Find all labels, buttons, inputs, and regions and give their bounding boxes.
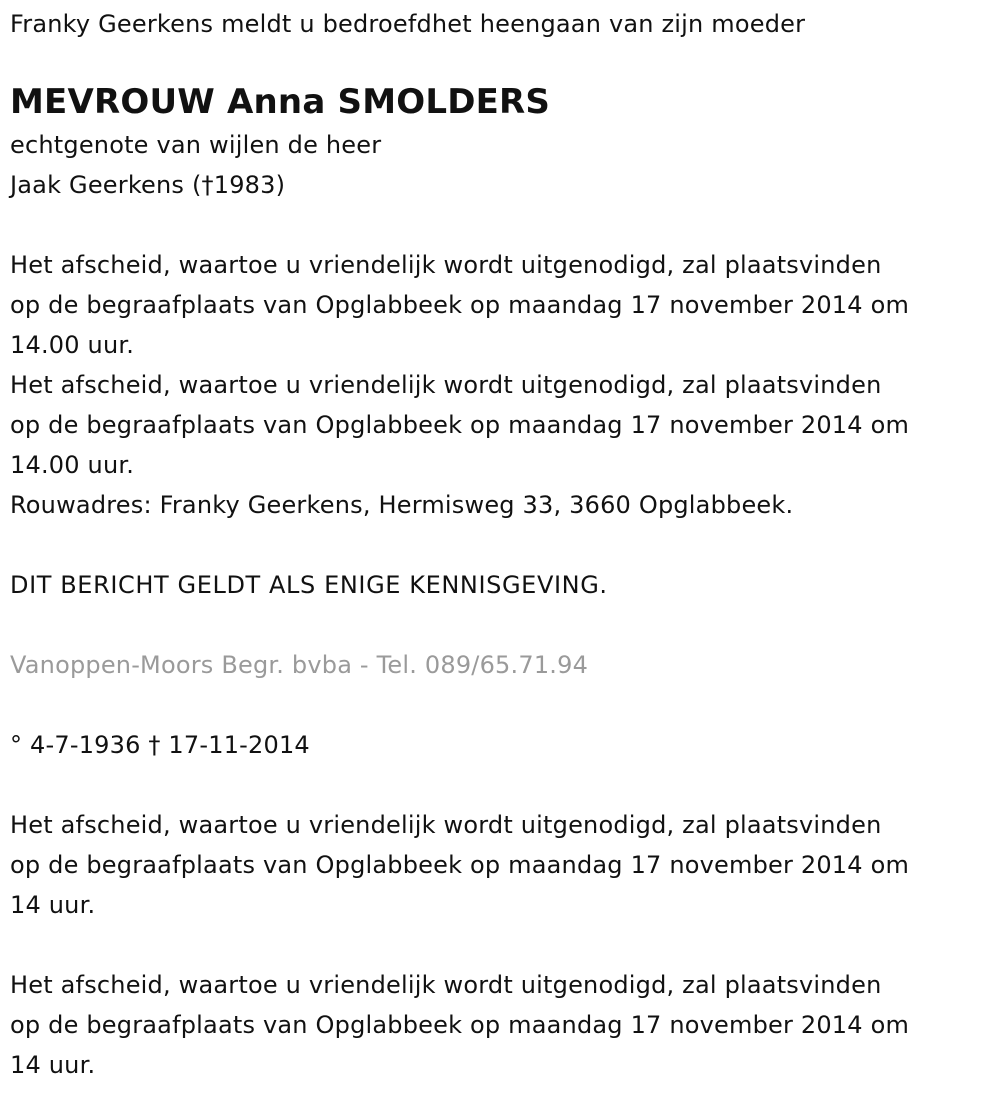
farewell-line: 14 uur. bbox=[10, 1051, 96, 1079]
farewell-line: 14 uur. bbox=[10, 891, 96, 919]
spacer bbox=[10, 205, 990, 245]
birth-death-dates: ° 4-7-1936 † 17-11-2014 bbox=[10, 731, 310, 759]
farewell-paragraph-3 bbox=[10, 805, 990, 925]
spouse-line-2: Jaak Geerkens (†1983) bbox=[10, 171, 286, 199]
spacer bbox=[10, 605, 990, 645]
farewell-line: op de begraafplaats van Opglabbeek op maandag 17 november 2014 om bbox=[10, 851, 910, 879]
obituary-page bbox=[0, 4, 1000, 1108]
farewell-line: Het afscheid, waartoe u vriendelijk wordt uitgenodigd, zal plaatsvinden bbox=[10, 371, 882, 399]
farewell-line: op de begraafplaats van Opglabbeek op maandag 17 november 2014 om bbox=[10, 411, 910, 439]
spacer bbox=[10, 525, 990, 565]
farewell-line: Het afscheid, waartoe u vriendelijk wordt uitgenodigd, zal plaatsvinden bbox=[10, 811, 882, 839]
farewell-line: Het afscheid, waartoe u vriendelijk wordt uitgenodigd, zal plaatsvinden bbox=[10, 971, 882, 999]
farewell-line: op de begraafplaats van Opglabbeek op maandag 17 november 2014 om bbox=[10, 291, 910, 319]
notice-text: DIT BERICHT GELDT ALS ENIGE KENNISGEVING. bbox=[10, 571, 608, 599]
farewell-line: 14.00 uur. bbox=[10, 331, 135, 359]
farewell-line: 14.00 uur. bbox=[10, 451, 135, 479]
farewell-line: Het afscheid, waartoe u vriendelijk wordt uitgenodigd, zal plaatsvinden bbox=[10, 251, 882, 279]
intro-text: Franky Geerkens meldt u bedroefdhet heengaan van zijn moeder bbox=[10, 10, 806, 38]
deceased-name: MEVROUW Anna SMOLDERS bbox=[10, 82, 551, 122]
spacer bbox=[10, 685, 990, 725]
farewell-paragraph-4 bbox=[10, 965, 990, 1085]
farewell-line: op de begraafplaats van Opglabbeek op maandag 17 november 2014 om bbox=[10, 1011, 910, 1039]
funeral-home-info: Vanoppen-Moors Begr. bvba - Tel. 089/65.71.94 bbox=[10, 651, 589, 679]
spacer bbox=[10, 925, 990, 965]
farewell-paragraph-2 bbox=[10, 365, 990, 485]
spouse-line-1: echtgenote van wijlen de heer bbox=[10, 131, 382, 159]
farewell-paragraph-1 bbox=[10, 245, 990, 365]
spacer bbox=[10, 765, 990, 805]
mourning-address: Rouwadres: Franky Geerkens, Hermisweg 33, 3660 Opglabbeek. bbox=[10, 491, 794, 519]
